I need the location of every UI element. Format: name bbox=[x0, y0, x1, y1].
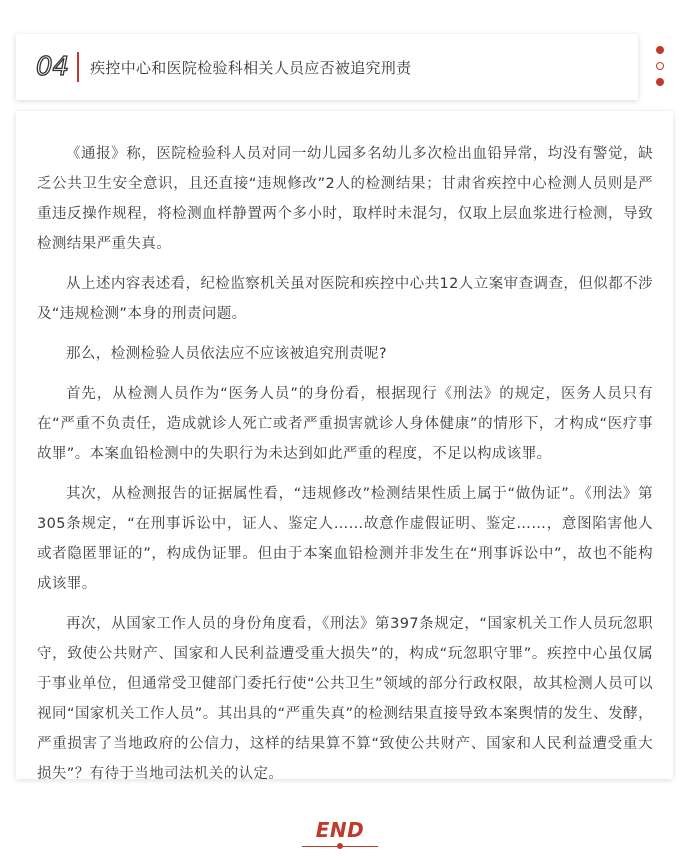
paragraph: 其次，从检测报告的证据属性看，“违规修改”检测结果性质上属于“做伪证”。《刑法》第305条规定，“在刑事诉讼中，证人、鉴定人……故意作虚假证明、鉴定……，意图陷害他人或者隐匿罪证的”，构成伪证罪。但由于本案血铅检测并非发生在“刑事诉讼中”，故也不能构成该罪。 bbox=[37, 486, 653, 592]
dot-filled-icon bbox=[656, 78, 664, 86]
end-marker bbox=[290, 818, 390, 852]
section-title: 疾控中心和医院检验科相关人员应否被追究刑责 bbox=[90, 58, 412, 77]
decorative-dots-icon bbox=[656, 46, 666, 88]
paragraph: 首先，从检测人员作为“医务人员”的身份看，根据现行《刑法》的规定，医务人员只有在“严重不负责任，造成就诊人死亡或者严重损害就诊人身体健康”的情形下，才构成“医疗事故罪”。本案血铅检测中的失职行为未达到如此严重的程度，不足以构成该罪。 bbox=[37, 386, 653, 462]
article-body bbox=[16, 111, 673, 782]
paragraph: 从上述内容表述看，纪检监察机关虽对医院和疾控中心共12人立案审查调查，但似都不涉及“违规检测”本身的刑责问题。 bbox=[37, 276, 653, 322]
end-label: END bbox=[315, 818, 365, 842]
paragraph: 再次，从国家工作人员的身份角度看，《刑法》第397条规定，“国家机关工作人员玩忽职守，致使公共财产、国家和人民利益遭受重大损失”的，构成“玩忽职守罪”。疾控中心虽仅属于事业单位，但通常受卫健部门委托行使“公共卫生”领域的部分行政权限，故其检测人员可以视同“国家机关工作人员”。其出具的“严重失真”的检测结果直接导致本案舆情的发生、发酵，严重损害了当地政府的公信力，这样的结果算不算“致使公共财产、国家和人民利益遭受重大损失”？有待于当地司法机关的认定。 bbox=[37, 616, 653, 782]
end-dot-icon bbox=[337, 843, 343, 849]
dot-filled-icon bbox=[656, 46, 664, 54]
section-header-card bbox=[16, 34, 638, 100]
paragraph: 《通报》称，医院检验科人员对同一幼儿园多名幼儿多次检出血铅异常，均没有警觉，缺乏公共卫生安全意识，且还直接“违规修改”2人的检测结果；甘肃省疾控中心检测人员则是严重违反操作规程，将检测血样静置两个多小时，取样时未混匀，仅取上层血浆进行检测，导致检测结果严重失真。 bbox=[37, 146, 653, 252]
paragraph: 那么，检测检验人员依法应不应该被追究刑责呢? bbox=[66, 346, 387, 362]
section-divider bbox=[77, 52, 79, 82]
dot-outline-icon bbox=[656, 62, 664, 70]
section-number: 04 bbox=[36, 52, 70, 82]
